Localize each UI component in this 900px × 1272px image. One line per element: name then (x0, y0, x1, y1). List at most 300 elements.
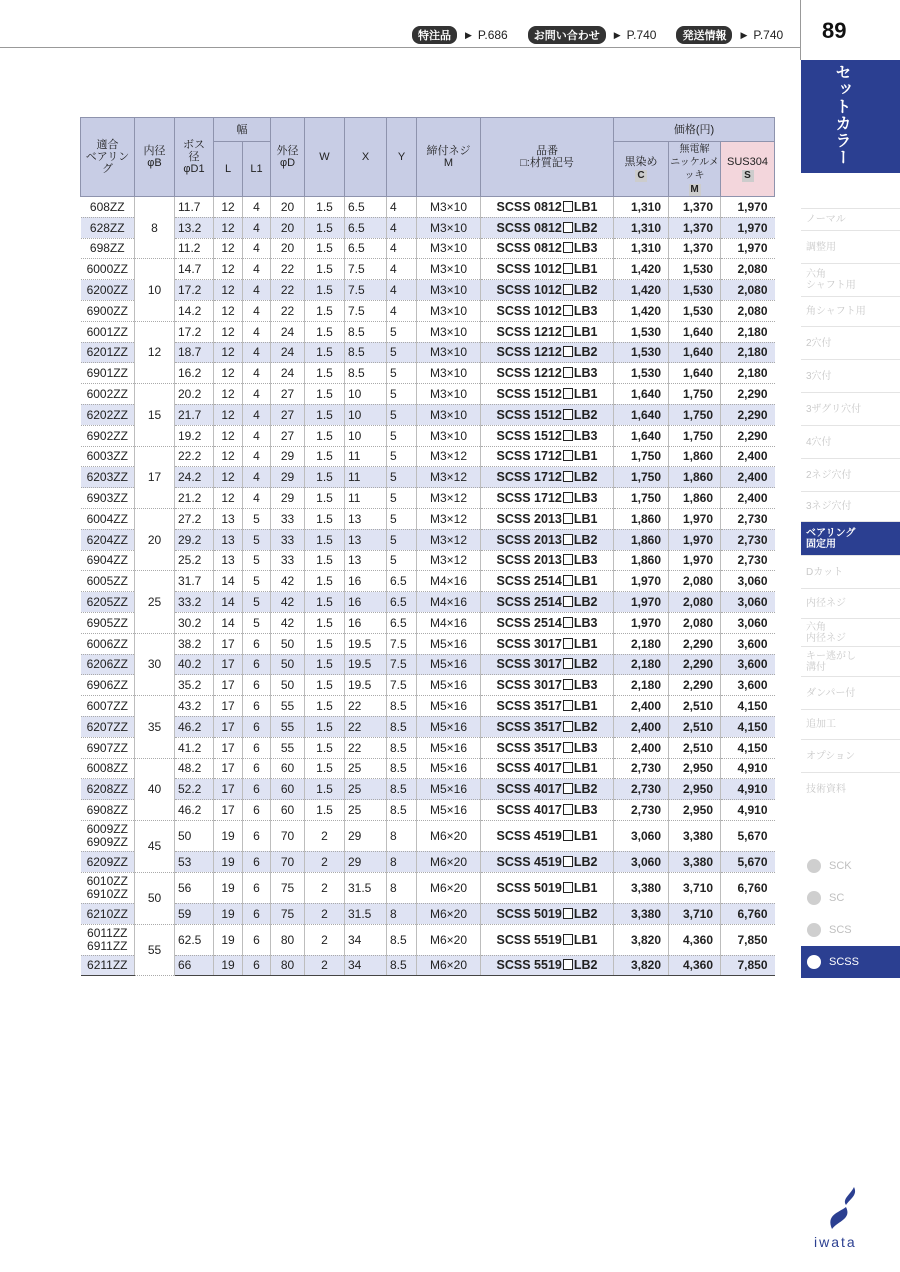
w-cell: 1.5 (305, 259, 345, 280)
bearing-cell: 6202ZZ (81, 404, 135, 425)
part-number-cell (481, 321, 614, 342)
header-l: L (214, 142, 243, 197)
od-cell: 24 (271, 342, 305, 363)
table-row (81, 924, 775, 955)
boss-cell: 25.2 (175, 550, 214, 571)
l-cell: 14 (214, 612, 243, 633)
screw-cell: M6×20 (417, 924, 481, 955)
l1-cell: 6 (243, 654, 271, 675)
bearing-cell: 6210ZZ (81, 903, 135, 924)
series-item[interactable] (801, 850, 900, 882)
sidenav-item[interactable]: ベアリング 固定用 (801, 521, 900, 555)
price-sus-cell: 2,290 (721, 404, 775, 425)
screw-cell: M3×10 (417, 197, 481, 218)
l-cell: 19 (214, 924, 243, 955)
material-placeholder-icon (563, 762, 573, 773)
price-sus-cell: 1,970 (721, 197, 775, 218)
l1-cell: 6 (243, 851, 271, 872)
w-cell: 1.5 (305, 716, 345, 737)
sidenav-item[interactable]: 角シャフト用 (801, 296, 900, 326)
x-cell: 7.5 (345, 300, 387, 321)
price-nickel-cell: 1,750 (669, 384, 721, 405)
price-nickel-cell: 2,290 (669, 675, 721, 696)
l1-cell: 4 (243, 238, 271, 259)
y-cell: 5 (387, 467, 417, 488)
l1-cell: 5 (243, 571, 271, 592)
part-prefix: SCSS 4017 (496, 782, 562, 797)
ref-shipping-badge[interactable]: 発送情報 (676, 26, 732, 44)
header-rule (0, 47, 800, 48)
l-cell: 19 (214, 903, 243, 924)
sidenav-item[interactable]: Dカット (801, 555, 900, 588)
od-cell: 80 (271, 955, 305, 976)
price-black-cell: 1,530 (614, 321, 669, 342)
l1-cell: 6 (243, 675, 271, 696)
table-row (81, 259, 775, 280)
part-prefix: SCSS 1712 (496, 470, 562, 485)
bearing-cell: 6201ZZ (81, 342, 135, 363)
header-nickel: 無電解 ニッケルメッキ M (670, 143, 719, 195)
part-prefix: SCSS 1712 (496, 491, 562, 506)
price-nickel-cell: 1,370 (669, 197, 721, 218)
y-cell: 5 (387, 550, 417, 571)
series-item[interactable] (801, 914, 900, 946)
sidenav-item[interactable]: ダンパー付 (801, 676, 900, 709)
price-nickel-cell: 1,970 (669, 508, 721, 529)
table-row (81, 955, 775, 976)
price-black-cell: 1,420 (614, 300, 669, 321)
x-cell: 22 (345, 696, 387, 717)
price-sus-cell: 4,150 (721, 716, 775, 737)
part-number-cell (481, 612, 614, 633)
price-sus-cell: 4,910 (721, 800, 775, 821)
part-number-cell (481, 384, 614, 405)
part-suffix: LB2 (573, 220, 598, 235)
x-cell: 19.5 (345, 633, 387, 654)
bore-cell: 55 (135, 924, 175, 976)
table-row (81, 384, 775, 405)
w-cell: 1.5 (305, 592, 345, 613)
material-placeholder-icon (563, 804, 573, 815)
price-sus-cell: 2,080 (721, 259, 775, 280)
l1-cell: 4 (243, 446, 271, 467)
series-item[interactable] (801, 946, 900, 978)
y-cell: 5 (387, 404, 417, 425)
boss-cell: 18.7 (175, 342, 214, 363)
part-prefix: SCSS 3017 (496, 636, 562, 651)
boss-cell: 22.2 (175, 446, 214, 467)
material-placeholder-icon (563, 721, 573, 732)
bearing-cell: 6902ZZ (81, 425, 135, 446)
boss-cell: 11.2 (175, 238, 214, 259)
price-black-cell: 2,400 (614, 716, 669, 737)
l-cell: 13 (214, 508, 243, 529)
part-prefix: SCSS 5519 (496, 958, 562, 973)
screw-cell: M6×20 (417, 851, 481, 872)
sidenav-item[interactable]: 技術資料 (801, 772, 900, 805)
w-cell: 1.5 (305, 384, 345, 405)
material-placeholder-icon (563, 450, 573, 461)
y-cell: 8.5 (387, 955, 417, 976)
boss-cell: 43.2 (175, 696, 214, 717)
part-suffix: LB2 (573, 345, 598, 360)
part-prefix: SCSS 2514 (496, 615, 562, 630)
table-row (81, 300, 775, 321)
table-row (81, 716, 775, 737)
l-cell: 14 (214, 571, 243, 592)
part-number-cell (481, 488, 614, 509)
boss-cell: 14.7 (175, 259, 214, 280)
bore-cell: 12 (135, 321, 175, 383)
price-black-cell: 3,820 (614, 955, 669, 976)
w-cell: 1.5 (305, 571, 345, 592)
boss-cell: 41.2 (175, 737, 214, 758)
x-cell: 13 (345, 508, 387, 529)
sidenav-item[interactable]: 調整用 (801, 230, 900, 263)
screw-cell: M4×16 (417, 592, 481, 613)
sidenav-item[interactable]: 3ネジ穴付 (801, 491, 900, 521)
part-prefix: SCSS 3517 (496, 719, 562, 734)
sidenav-item[interactable]: 内径ネジ (801, 588, 900, 618)
part-suffix: LB2 (573, 407, 598, 422)
y-cell: 6.5 (387, 612, 417, 633)
material-placeholder-icon (563, 908, 573, 919)
ref-custom-page[interactable]: P.686 (477, 28, 508, 42)
bearing-cell: 6001ZZ (81, 321, 135, 342)
price-nickel-cell: 1,530 (669, 259, 721, 280)
screw-cell: M3×10 (417, 238, 481, 259)
screw-cell: M4×16 (417, 571, 481, 592)
y-cell: 7.5 (387, 675, 417, 696)
x-cell: 13 (345, 550, 387, 571)
table-row (81, 550, 775, 571)
od-cell: 75 (271, 872, 305, 903)
y-cell: 5 (387, 342, 417, 363)
price-nickel-cell: 1,970 (669, 550, 721, 571)
screw-cell: M3×10 (417, 300, 481, 321)
od-cell: 27 (271, 404, 305, 425)
l-cell: 19 (214, 872, 243, 903)
bearing-cell: 6203ZZ (81, 467, 135, 488)
boss-cell: 16.2 (175, 363, 214, 384)
price-sus-cell: 2,730 (721, 529, 775, 550)
price-black-cell: 1,310 (614, 217, 669, 238)
l-cell: 17 (214, 654, 243, 675)
price-sus-cell: 2,730 (721, 550, 775, 571)
sidenav-item[interactable]: オプション (801, 739, 900, 772)
table-row (81, 529, 775, 550)
price-black-cell: 1,750 (614, 446, 669, 467)
l-cell: 13 (214, 529, 243, 550)
price-black-cell: 1,970 (614, 571, 669, 592)
l1-cell: 6 (243, 716, 271, 737)
part-prefix: SCSS 0812 (496, 220, 562, 235)
table-row (81, 404, 775, 425)
bearing-cell: 6205ZZ (81, 592, 135, 613)
bearing-cell: 6005ZZ (81, 571, 135, 592)
part-prefix: SCSS 5519 (496, 932, 562, 947)
bearing-cell: 6002ZZ (81, 384, 135, 405)
screw-cell: M5×16 (417, 758, 481, 779)
w-cell: 1.5 (305, 342, 345, 363)
l1-cell: 6 (243, 758, 271, 779)
w-cell: 1.5 (305, 654, 345, 675)
ref-custom-badge[interactable]: 特注品 (412, 26, 457, 44)
price-sus-cell: 2,400 (721, 446, 775, 467)
part-number-cell (481, 592, 614, 613)
x-cell: 8.5 (345, 321, 387, 342)
price-nickel-cell: 3,710 (669, 903, 721, 924)
boss-cell: 30.2 (175, 612, 214, 633)
sidenav-item[interactable]: 3穴付 (801, 359, 900, 392)
price-black-cell: 2,180 (614, 654, 669, 675)
boss-cell: 50 (175, 820, 214, 851)
l1-cell: 4 (243, 342, 271, 363)
sidenav-item[interactable]: 追加工 (801, 709, 900, 739)
table-row (81, 488, 775, 509)
sidenav-item[interactable]: 2ネジ穴付 (801, 458, 900, 491)
od-cell: 50 (271, 654, 305, 675)
screw-cell: M5×16 (417, 737, 481, 758)
part-suffix: LB3 (573, 428, 598, 443)
boss-cell: 66 (175, 955, 214, 976)
table-row (81, 737, 775, 758)
y-cell: 8 (387, 851, 417, 872)
price-sus-cell: 3,600 (721, 675, 775, 696)
price-black-cell: 3,060 (614, 820, 669, 851)
x-cell: 31.5 (345, 872, 387, 903)
part-suffix: LB2 (573, 958, 598, 973)
part-number-cell (481, 197, 614, 218)
w-cell: 1.5 (305, 280, 345, 301)
part-number-cell (481, 446, 614, 467)
x-cell: 29 (345, 820, 387, 851)
boss-cell: 35.2 (175, 675, 214, 696)
od-cell: 29 (271, 446, 305, 467)
od-cell: 55 (271, 737, 305, 758)
price-sus-cell: 2,290 (721, 384, 775, 405)
series-label: SCK (829, 860, 852, 872)
boss-cell: 11.7 (175, 197, 214, 218)
boss-cell: 56 (175, 872, 214, 903)
price-black-cell: 2,730 (614, 800, 669, 821)
l1-cell: 4 (243, 280, 271, 301)
header-black: 黒染め C (614, 142, 669, 197)
y-cell: 4 (387, 238, 417, 259)
boss-cell: 17.2 (175, 321, 214, 342)
bearing-cell: 6204ZZ (81, 529, 135, 550)
x-cell: 8.5 (345, 363, 387, 384)
table-row (81, 633, 775, 654)
w-cell: 1.5 (305, 321, 345, 342)
price-black-cell: 1,530 (614, 363, 669, 384)
x-cell: 11 (345, 446, 387, 467)
screw-cell: M5×16 (417, 696, 481, 717)
price-nickel-cell: 2,080 (669, 592, 721, 613)
bore-cell: 17 (135, 446, 175, 508)
x-cell: 7.5 (345, 259, 387, 280)
bearing-cell: 6200ZZ (81, 280, 135, 301)
header-w: W (305, 118, 345, 197)
l-cell: 12 (214, 363, 243, 384)
bearing-cell: 6905ZZ (81, 612, 135, 633)
l-cell: 17 (214, 633, 243, 654)
y-cell: 5 (387, 529, 417, 550)
w-cell: 1.5 (305, 467, 345, 488)
part-suffix: LB2 (573, 906, 598, 921)
part-prefix: SCSS 5019 (496, 906, 562, 921)
part-prefix: SCSS 1012 (496, 303, 562, 318)
screw-cell: M3×10 (417, 217, 481, 238)
part-suffix: LB2 (573, 719, 598, 734)
boss-cell: 20.2 (175, 384, 214, 405)
x-cell: 31.5 (345, 903, 387, 924)
od-cell: 33 (271, 529, 305, 550)
x-cell: 10 (345, 404, 387, 425)
w-cell: 1.5 (305, 696, 345, 717)
part-number-cell (481, 342, 614, 363)
screw-cell: M5×16 (417, 654, 481, 675)
price-black-cell: 1,970 (614, 612, 669, 633)
part-number-cell (481, 758, 614, 779)
price-black-cell: 1,310 (614, 197, 669, 218)
sidenav-item[interactable]: 2穴付 (801, 326, 900, 359)
ref-inquiry-badge[interactable]: お問い合わせ (528, 26, 606, 44)
screw-cell: M3×10 (417, 384, 481, 405)
w-cell: 2 (305, 903, 345, 924)
price-black-cell: 2,400 (614, 737, 669, 758)
boss-cell: 52.2 (175, 779, 214, 800)
price-black-cell: 2,180 (614, 633, 669, 654)
part-prefix: SCSS 3517 (496, 699, 562, 714)
part-suffix: LB3 (573, 678, 598, 693)
part-number-cell (481, 820, 614, 851)
bearing-cell: 6000ZZ (81, 259, 135, 280)
od-cell: 22 (271, 280, 305, 301)
reference-links (412, 26, 797, 44)
w-cell: 2 (305, 872, 345, 903)
series-item[interactable] (801, 882, 900, 914)
price-nickel-cell: 2,950 (669, 800, 721, 821)
header-bore: 内径 φB (135, 118, 175, 197)
part-prefix: SCSS 2514 (496, 574, 562, 589)
sidenav-item[interactable]: 3ザグリ穴付 (801, 392, 900, 425)
x-cell: 22 (345, 737, 387, 758)
header-part: 品番 □:材質記号 (481, 118, 614, 197)
x-cell: 22 (345, 716, 387, 737)
material-placeholder-icon (563, 513, 573, 524)
sidenav-item[interactable]: 4穴付 (801, 425, 900, 458)
boss-cell: 17.2 (175, 280, 214, 301)
l-cell: 12 (214, 467, 243, 488)
part-prefix: SCSS 4017 (496, 803, 562, 817)
part-number-cell (481, 779, 614, 800)
l1-cell: 4 (243, 259, 271, 280)
material-placeholder-icon (563, 326, 573, 337)
l-cell: 12 (214, 446, 243, 467)
price-sus-cell: 4,910 (721, 758, 775, 779)
bearing-cell: 6211ZZ (81, 955, 135, 976)
price-sus-cell: 2,400 (721, 467, 775, 488)
l1-cell: 4 (243, 363, 271, 384)
price-black-cell: 1,640 (614, 384, 669, 405)
l-cell: 17 (214, 696, 243, 717)
x-cell: 19.5 (345, 675, 387, 696)
l-cell: 17 (214, 737, 243, 758)
table-row (81, 467, 775, 488)
l-cell: 14 (214, 592, 243, 613)
part-prefix: SCSS 4519 (496, 854, 562, 869)
ref-shipping-page[interactable]: P.740 (753, 28, 784, 42)
l1-cell: 6 (243, 696, 271, 717)
l1-cell: 6 (243, 820, 271, 851)
l-cell: 12 (214, 238, 243, 259)
l1-cell: 6 (243, 872, 271, 903)
y-cell: 5 (387, 488, 417, 509)
sidenav-item[interactable]: ノーマル (801, 208, 900, 230)
part-suffix: LB2 (573, 283, 598, 298)
bearing-cell: 6006ZZ (81, 633, 135, 654)
ref-inquiry-page[interactable]: P.740 (626, 28, 657, 42)
sidenav-item[interactable]: 六角 シャフト用 (801, 263, 900, 296)
part-number-cell (481, 425, 614, 446)
price-black-cell: 1,750 (614, 467, 669, 488)
x-cell: 6.5 (345, 238, 387, 259)
screw-cell: M5×16 (417, 675, 481, 696)
price-sus-cell: 2,290 (721, 425, 775, 446)
y-cell: 4 (387, 197, 417, 218)
boss-cell: 46.2 (175, 716, 214, 737)
l-cell: 12 (214, 280, 243, 301)
table-row (81, 903, 775, 924)
w-cell: 2 (305, 851, 345, 872)
part-suffix: LB3 (573, 241, 598, 256)
w-cell: 1.5 (305, 300, 345, 321)
price-nickel-cell: 2,950 (669, 758, 721, 779)
part-prefix: SCSS 1712 (496, 449, 562, 464)
od-cell: 42 (271, 571, 305, 592)
screw-cell: M3×10 (417, 404, 481, 425)
bearing-cell: 6901ZZ (81, 363, 135, 384)
part-number-cell (481, 280, 614, 301)
boss-cell: 27.2 (175, 508, 214, 529)
sidenav-item[interactable]: 六角 内径ネジ (801, 618, 900, 646)
y-cell: 8 (387, 872, 417, 903)
series-icon (807, 955, 821, 969)
price-sus-cell: 3,060 (721, 592, 775, 613)
od-cell: 42 (271, 612, 305, 633)
price-sus-cell: 2,730 (721, 508, 775, 529)
l1-cell: 5 (243, 529, 271, 550)
y-cell: 8 (387, 820, 417, 851)
table-row (81, 758, 775, 779)
x-cell: 7.5 (345, 280, 387, 301)
price-black-cell: 1,420 (614, 259, 669, 280)
price-nickel-cell: 2,510 (669, 737, 721, 758)
l1-cell: 4 (243, 197, 271, 218)
price-sus-cell: 7,850 (721, 924, 775, 955)
bore-cell: 20 (135, 508, 175, 570)
material-placeholder-icon (563, 554, 573, 565)
screw-cell: M4×16 (417, 612, 481, 633)
sidenav-item[interactable]: キー逃がし 溝付 (801, 646, 900, 676)
material-placeholder-icon (563, 882, 573, 893)
price-black-cell: 2,730 (614, 779, 669, 800)
x-cell: 34 (345, 955, 387, 976)
y-cell: 8.5 (387, 737, 417, 758)
series-label: SCS (829, 924, 852, 936)
x-cell: 10 (345, 425, 387, 446)
